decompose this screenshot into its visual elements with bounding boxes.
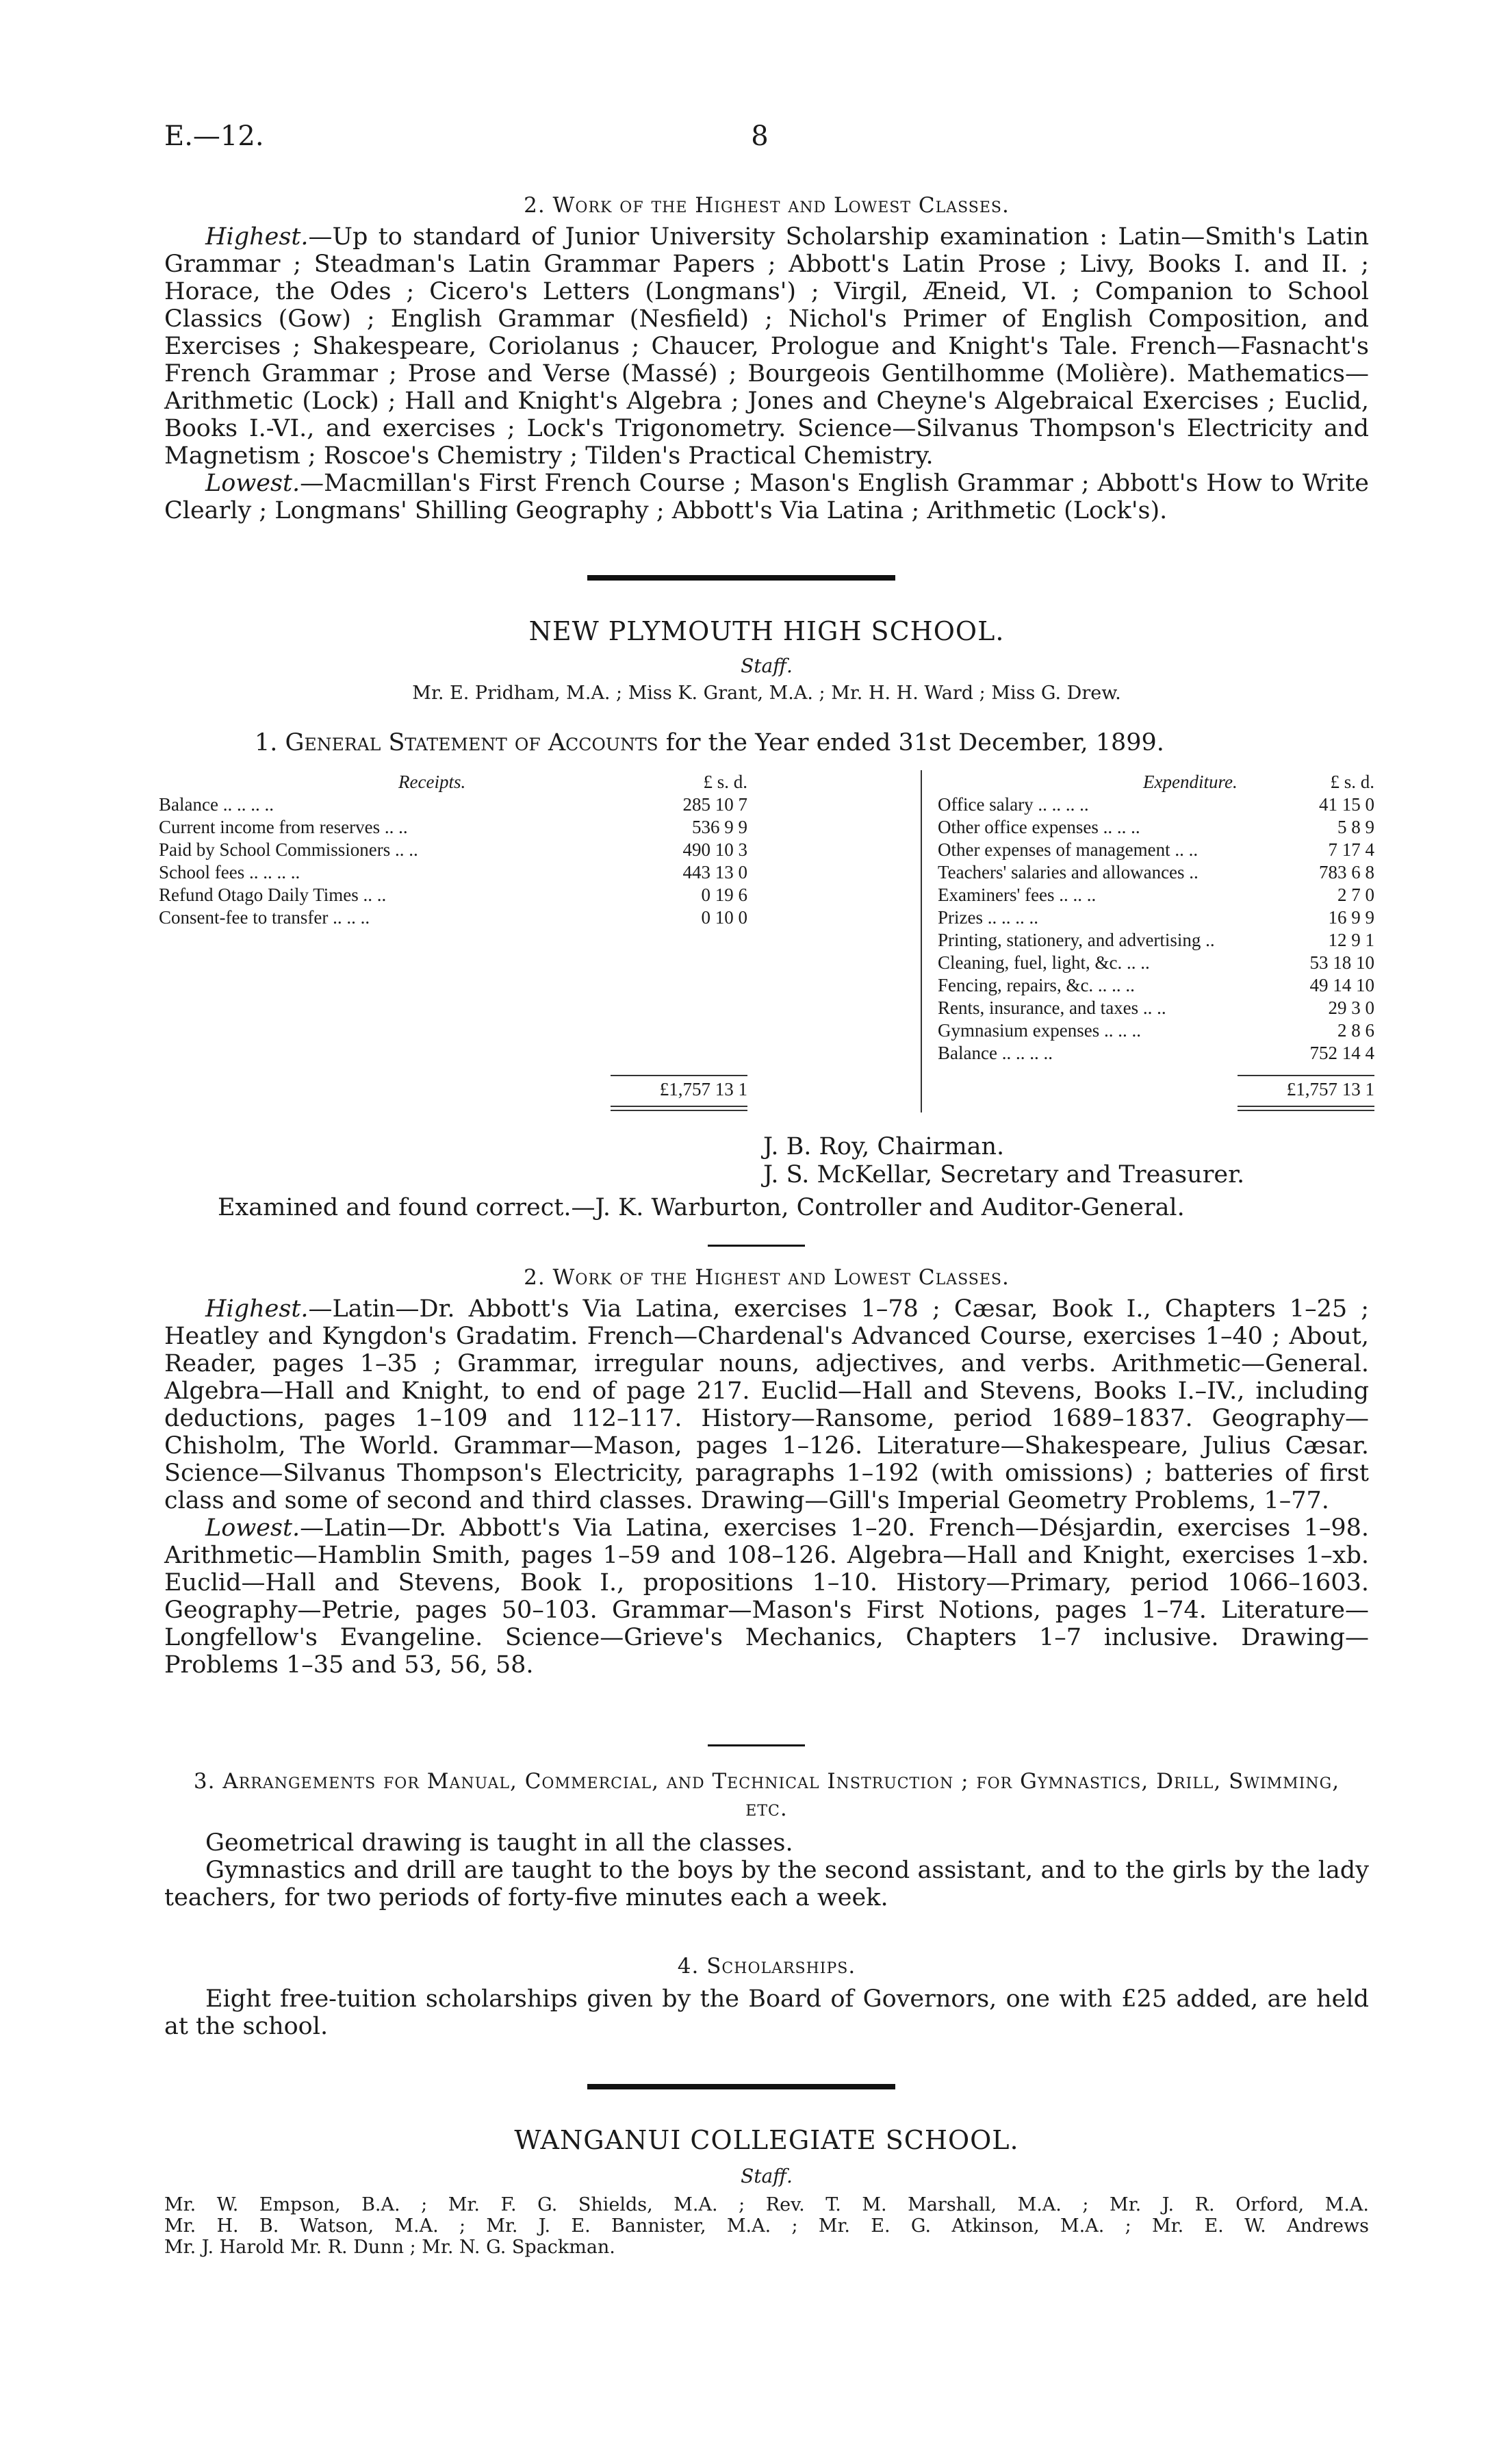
expenditure-row: Other expenses of management .. .. 7 17 4 <box>938 839 1374 860</box>
signature-chairman: J. B. Roy, Chairman. <box>763 1133 1005 1160</box>
total-rule <box>611 1075 747 1076</box>
highest-text: —Latin—Dr. Abbott's Via Latina, exercises 1–78 ; Cæsar, Book I., Chapters 1–25 ; Heatley and Kyngdon's Gradatim. French—Chardenal's Advanced Course, exercises 1–40 ; About, Reader, pages 1–35 ; Grammar, irregular nouns, adjectives, and verbs. Arithmetic—General. Algebra—Hall and Knight, to end of page 217. Euclid—Hall and Stevens, Books I.–IV., including deductions, pages 1–109 and 112–117. History—Ransome, period 1689–1837. Geography—Chisholm, The World. Grammar—Mason, pages 1–126. Literature—Shakespeare, Julius Cæsar. Science—Silvanus Thompson's Electricity, paragraphs 1–192 (with omissions) ; batteries of first class and some of second and third classes. Drawing—Gill's Imperial Geometry Problems, 1–77. <box>164 1295 1369 1514</box>
expenditure-row: Gymnasium expenses .. .. .. 2 8 6 <box>938 1020 1374 1041</box>
staff-label: Staff. <box>741 2165 793 2187</box>
section-title: 2. Work of the Highest and Lowest Classes. <box>524 1265 1010 1290</box>
lowest-paragraph <box>164 470 1369 524</box>
expenditure-column <box>938 770 1374 1099</box>
receipt-row: Paid by School Commissioners .. .. 490 10 3 <box>159 839 747 860</box>
highest-label: Highest. <box>205 1295 309 1323</box>
section-title: 4. Scholarships. <box>677 1954 856 1979</box>
arrangements-section <box>164 1768 1369 1911</box>
staff-line: Mr. H. B. Watson, M.A. ; Mr. J. E. Bannister, M.A. ; Mr. E. G. Atkinson, M.A. ; Mr. E. W. Andrews <box>164 2215 1369 2237</box>
arrangements-paragraph: Geometrical drawing is taught in all the classes. <box>205 1829 793 1857</box>
expenditure-rows <box>938 793 1374 1065</box>
receipts-rows <box>159 793 747 929</box>
staff-label: Staff. <box>741 654 793 677</box>
receipt-row: School fees .. .. .. .. 443 13 0 <box>159 862 747 882</box>
total-double-rule <box>611 1106 747 1107</box>
lowest-text: —Latin—Dr. Abbott's Via Latina, exercises 1–20. French—Désjardin, exercises 1–98. Arithmetic—Hamblin Smith, pages 1–59 and 108–126. Algebra—Hall and Knight, exercises 1–xb. Euclid—Hall and Stevens, Book I., propositions 1–10. History—Primary, period 1066–1603. Geography—Petrie, pages 50–103. Grammar—Mason's First Notions, pages 1–74. Literature—Longfellow's Evangeline. Science—Grieve's Mechanics, Chapters 1–7 inclusive. Drawing—Problems 1–35 and 53, 56, 58. <box>164 1514 1369 1679</box>
total-rule <box>1238 1075 1374 1076</box>
expenditure-row: Printing, stationery, and advertising .. 12 9 1 <box>938 930 1374 950</box>
signature-secretary: J. S. McKellar, Secretary and Treasurer. <box>763 1161 1245 1188</box>
arrangements-paragraph: Gymnastics and drill are taught to the boys by the second assistant, and to the girls by the lady teachers, for two periods of forty-five minutes each a week. <box>164 1857 1369 1911</box>
receipt-row: Balance .. .. .. .. 285 10 7 <box>159 794 747 815</box>
total-double-rule <box>1238 1106 1374 1107</box>
receipts-header: Receipts. £ s. d. <box>398 772 747 792</box>
receipt-row: Consent-fee to transfer .. .. .. 0 10 0 <box>159 907 747 928</box>
new-plymouth-header <box>164 616 1369 704</box>
lowest-label: Lowest. <box>205 470 300 497</box>
wanganui-header <box>164 2125 1369 2258</box>
divider <box>587 2084 895 2089</box>
school-title: WANGANUI COLLEGIATE SCHOOL. <box>514 2125 1019 2155</box>
expenditure-row: Examiners' fees .. .. .. 2 7 0 <box>938 885 1374 905</box>
page-number: 8 <box>751 120 769 152</box>
top-work-section <box>164 192 1369 524</box>
np-highest-paragraph <box>164 1295 1369 1514</box>
auditor-statement: Examined and found correct.—J. K. Warburton, Controller and Auditor-General. <box>218 1194 1185 1221</box>
staff-line: Mr. W. Empson, B.A. ; Mr. F. G. Shields, M.A. ; Rev. T. M. Marshall, M.A. ; Mr. J. R. Orford, M.A. <box>164 2194 1369 2215</box>
expenditure-header: Expenditure. £ s. d. <box>1143 772 1374 792</box>
school-title: NEW PLYMOUTH HIGH SCHOOL. <box>528 616 1005 646</box>
staff-list: Mr. E. Pridham, M.A. ; Miss K. Grant, M.A. ; Mr. H. H. Ward ; Miss G. Drew. <box>412 683 1121 704</box>
total-double-rule <box>611 1110 747 1111</box>
expenditure-row: Teachers' salaries and allowances .. 783 6 8 <box>938 862 1374 882</box>
lowest-label: Lowest. <box>205 1514 300 1542</box>
divider <box>587 575 895 581</box>
expenditure-row: Prizes .. .. .. .. 16 9 9 <box>938 907 1374 928</box>
scholarships-section <box>164 1953 1369 2040</box>
np-lowest-paragraph <box>164 1514 1369 1679</box>
expenditure-row: Office salary .. .. .. .. 41 15 0 <box>938 794 1374 815</box>
highest-text: —Up to standard of Junior University Scholarship examination : Latin—Smith's Latin Grammar ; Steadman's Latin Grammar Papers ; Abbott's Latin Prose ; Livy, Books I. and II. ; Horace, the Odes ; Cicero's Letters (Longmans') ; Virgil, Æneid, VI. ; Companion to School Classics (Gow) ; English Grammar (Nesfield) ; Nichol's Primer of English Composition, and Exercises ; Shakespeare, Coriolanus ; Chaucer, Prologue and Knight's Tale. French—Fasnacht's French Grammar ; Prose and Verse (Massé) ; Bourgeois Gentilhomme (Molière). Mathematics—Arithmetic (Lock) ; Hall and Knight's Algebra ; Jones and Cheyne's Algebraical Exercises ; Euclid, Books I.-VI., and exercises ; Lock's Trigonometry. Science—Silvanus Thompson's Electricity and Magnetism ; Roscoe's Chemistry ; Tilden's Practical Chemistry. <box>164 223 1369 470</box>
lowest-text: —Macmillan's First French Course ; Mason's English Grammar ; Abbott's How to Write Clearly ; Longmans' Shilling Geography ; Abbott's Via Latina ; Arithmetic (Lock's). <box>164 470 1369 524</box>
accounts-title: 1. General Statement of Accounts for the Year ended 31st December, 1899. <box>255 729 1164 756</box>
highest-paragraph <box>164 223 1369 470</box>
expenditure-row: Fencing, repairs, &c. .. .. .. 49 14 10 <box>938 975 1374 995</box>
highest-label: Highest. <box>205 223 309 251</box>
divider <box>708 1245 805 1247</box>
total-double-rule <box>1238 1110 1374 1111</box>
staff-line: Mr. J. Harold Mr. R. Dunn ; Mr. N. G. Spackman. <box>164 2237 615 2258</box>
receipt-row: Current income from reserves .. .. 536 9 9 <box>159 817 747 837</box>
expenditure-row: Other office expenses .. .. .. 5 8 9 <box>938 817 1374 837</box>
expenditure-row: Cleaning, fuel, light, &c. .. .. 53 18 10 <box>938 952 1374 973</box>
np-work-section <box>164 1264 1369 1679</box>
receipts-column <box>159 770 747 1099</box>
section-title: 2. Work of the Highest and Lowest Classes. <box>524 193 1010 218</box>
expenditure-row: Balance .. .. .. .. 752 14 4 <box>938 1043 1374 1063</box>
expenditure-total: £1,757 13 1 <box>1286 1079 1374 1099</box>
scholarships-paragraph: Eight free-tuition scholarships given by the Board of Governors, one with £25 added, are held at the school. <box>164 1985 1369 2040</box>
section-title: 3. Arrangements for Manual, Commercial, and Technical Instruction ; for Gymnastics, Drill, Swimming, etc. <box>193 1769 1340 1821</box>
receipt-row: Refund Otago Daily Times .. .. 0 19 6 <box>159 885 747 905</box>
divider <box>708 1744 805 1746</box>
receipts-total: £1,757 13 1 <box>659 1079 747 1099</box>
report-reference: E.—12. <box>164 120 264 152</box>
expenditure-row: Rents, insurance, and taxes .. .. 29 3 0 <box>938 997 1374 1018</box>
table-divider <box>921 770 922 1112</box>
